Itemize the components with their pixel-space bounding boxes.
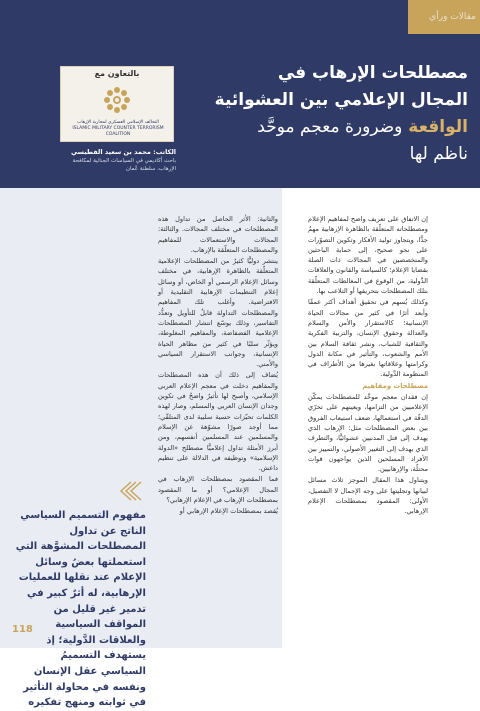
paragraph: إن فقدان معجم موحَّد للمصطلحات يمكّن الإعلاميين من التزامها، ويعينهم على تحرّي الدقّة في استعمالها، ضعف استيعاب الفروق بين بعض المصطلحات مثل: الإرهاب الذي يهدف إلى قتل المدنيين عشوائيًّا، والتطرف الذي يهدف إلى التغيير الأصولي، والتمييز بين الأفراد المسلحين الذين يواجهون قوات محتلّة، والإرهابيين.: [308, 393, 428, 474]
title-line-3-rest: وضرورة معجم موحَّد: [257, 117, 403, 137]
paragraph: يُقصد بمصطلحات الإعلام الإرهابي أو: [179, 507, 278, 516]
title-highlight: الواقعة: [408, 117, 468, 137]
title-line-1: مصطلحات الإرهاب في: [277, 63, 468, 83]
coalition-logo-icon: [99, 82, 135, 118]
paragraph: إن الاتفاق على تعريف واضح لمفاهيم الإعلام ومصطلحاته المتعلّقة بالظاهرة الإرهابية مهمٌ جدًّا، ويتجاوز توليد الأفكار وتكوين التصوّرات على نحو صحيح، إلى حماية الباحثين والمتخصصين في المجالات ذات الصلة بقضايا الإعلام؛ كالسياسة والقانون والعلاقات الدَّولية، من الوقوع في المغالطات المتعلّقة بتلك المصطلحات بتحريفها أو التلاعب بها.: [308, 215, 428, 296]
paragraph: يُضاف إلى ذلك أن هذه المصطلحات والمفاهيم دخلت في معجم الإعلام العربي الإسلامي، وأصبح لها تأثيرٌ واضحٌ في تكوين وجدان الإنسان العربي والمسلم، وصار لهذه الكلمات تحيّزات حسية سلبية لدى المتلقّي؛ مما أوجد صورًا مشوّهة عن الإسلام والمسلمين عند المسلمين أنفسهم، ومن أبرز الأمثلة تداول إعلاميًّا مصطلح «الدولة الإسلامية» وتوظيفه في الدلالة على تنظيم داعش.: [158, 371, 278, 473]
author-info: [60, 148, 176, 173]
page-number: 118: [12, 624, 33, 635]
partner-caption-ar: التحالف الإسلامي العسكري لمحاربة الإرهاب: [77, 120, 159, 125]
title-line-2: المجال الإعلامي بين العشوائية: [214, 90, 468, 110]
chevron-quote-icon: [116, 478, 142, 504]
paragraph: فما المقصود بمصطلحات الإرهاب في المجال الإعلامي؟ أو ما المقصود بمصطلحات الإرهاب في الإعلام الإرهابي؟: [158, 475, 278, 505]
article-body: [0, 188, 480, 709]
article-title: [186, 60, 468, 168]
author-bio: باحث أكاديمي في السياسات الجنائية لمكافحة الإرهاب، سلطنة عُمان: [72, 158, 176, 172]
partner-label: بالتعاون مع: [94, 69, 140, 78]
partner-box: [60, 66, 174, 142]
text-column-middle: [158, 214, 278, 518]
text-column-right: [308, 214, 428, 518]
pull-quote: مفهوم التسميم السياسي الناتج عن تداول المصطلحات المشوَّهة التي استعملتها بعضُ وسائل الإعلام عند نقلها للعمليات الإرهابية، له أثرٌ كبير في تدمير غير قليل من المواقف السياسية والعلاقات الدَّولية؛ إذ يستهدف التسميمُ السياسي عقل الإنسان ونفسه في محاولة التأثير في ثوابته ومنهج تفكيره: [15, 510, 146, 709]
partner-caption: [63, 120, 173, 138]
section-label: مقالات ورأي: [429, 12, 476, 22]
article-header: [0, 0, 480, 188]
subheading: مصطلحات ومفاهيم: [362, 381, 428, 390]
paragraph: ينتشر دوليًّا كثيرٌ من المصطلحات الإعلامية المتعلّقة بالظاهرة الإرهابية، في مختلف وسائل الإعلام الرسمي أو الخاص، أو وسائل إعلام التنظيمات الإرهابية التقليدية أو الافتراضية. وأغلب تلك المفاهيم والمصطلحات التداولة قابلٌ للتأويل وتعدُّد التفاسير، وذلك يوسّع انتشار المصطلحات الإعلامية الفضفاضة، والمفاهيم المغلوطة، ويؤثّر سلبًا في كثير من مظاهر الحياة الإنسانية، وجوانب الاستقرار السياسي والأمني.: [158, 257, 278, 369]
paragraph: والثانية: الأثر الحاصل من تداول هذه المصطلحات في مختلف المجالات. والثالثة: المجالات والاستعمالات للمفاهيم والمصطلحات المتعلّقة بالإرهاب.: [158, 215, 278, 254]
title-line-4: ناظم لها: [409, 144, 468, 164]
paragraph: ويتناول هذا المقال الموجز ثلاث مسائل لبيانها وتجليتها على وجه الإجمال لا التفصيل، الأولى: المقصود بمصطلحات الإعلام الإرهابي.: [308, 476, 428, 516]
paragraph: وكذلك يُسهم في تحقيق أهداف أكثر عمقًا وأبعد أثرًا في كثير من مجالات الحياة الإنسانية؛ كالاستقرار والأمن والسلام والعدالة وحقوق الإنسان، والتربية الفكرية والثقافية للشباب، ونشر ثقافة السلام بين الأمم والشعوب، والتأثير في مكانة الدول وكرامتها وعلاقاتها بغيرها من الأطراف في المنظومة الدَّولية.: [308, 298, 428, 379]
author-name: الكاتب: محمد بن سعيد الفطيسي: [71, 148, 176, 156]
title-line-3: [186, 114, 468, 141]
partner-caption-en: ISLAMIC MILITARY COUNTER TERRORISM COALITION: [72, 126, 164, 137]
